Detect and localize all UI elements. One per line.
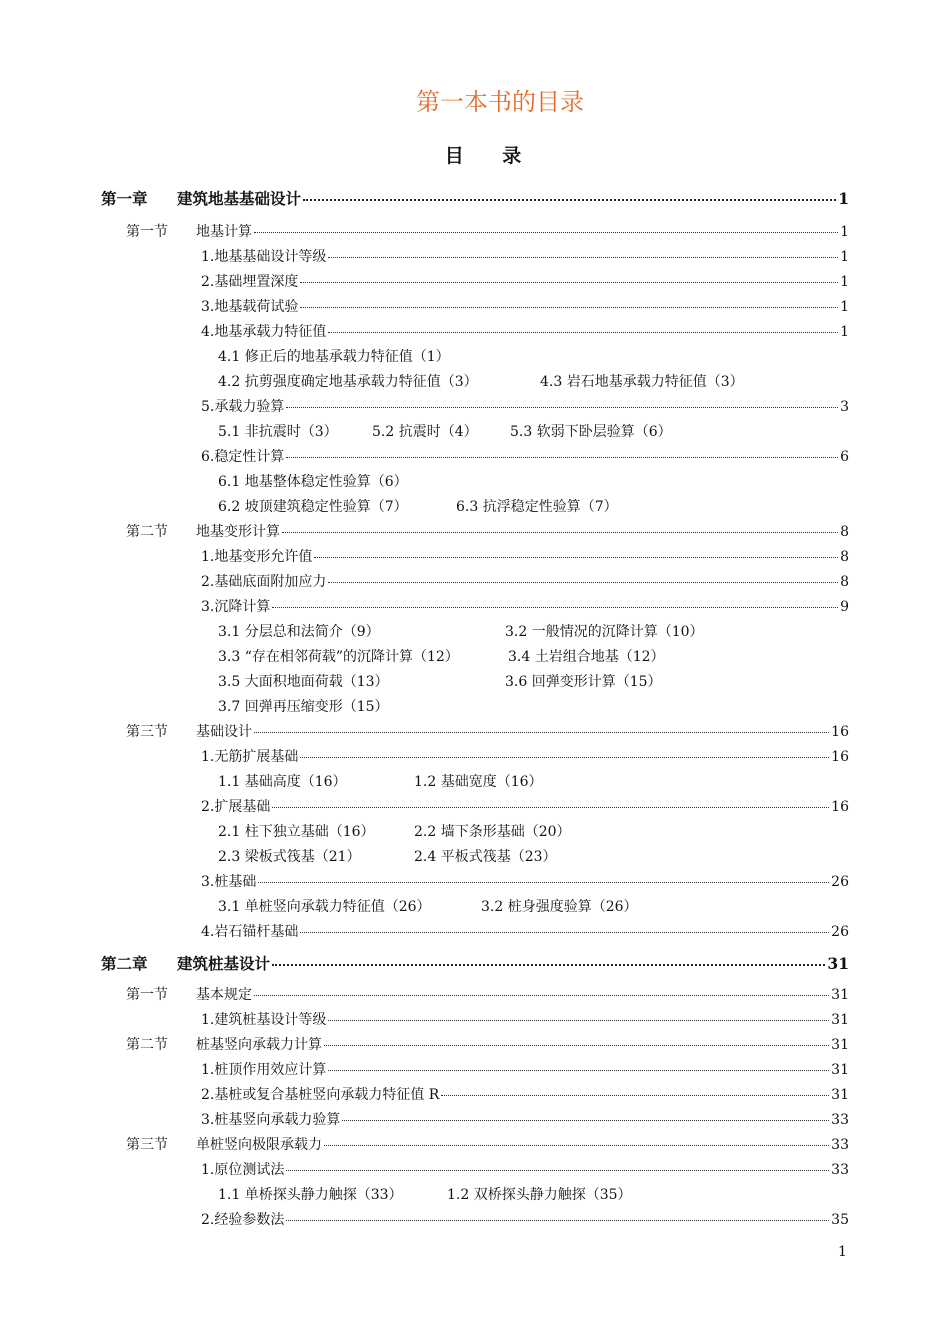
toc-section-number: 第一节	[126, 987, 168, 1003]
toc-item-row[interactable]	[201, 1009, 849, 1029]
toc-leader-dots	[272, 964, 825, 966]
toc-item-title: 1.桩顶作用效应计算	[201, 1062, 327, 1078]
toc-section-row[interactable]	[126, 221, 849, 241]
toc-leader-dots	[328, 1070, 829, 1071]
toc-item-row[interactable]	[201, 246, 849, 266]
toc-item-title: 5.承载力验算	[201, 399, 285, 415]
toc-item-title: 3.地基载荷试验	[201, 299, 299, 315]
toc-page-number: 3	[840, 399, 849, 415]
toc-leader-dots	[254, 732, 829, 733]
toc-section-title: 地基变形计算	[196, 524, 280, 540]
toc-leader-dots	[314, 557, 838, 558]
toc-leader-dots	[300, 282, 838, 283]
toc-page-number: 31	[831, 1012, 849, 1028]
toc-page-number: 31	[831, 1037, 849, 1053]
toc-page-number: 31	[831, 1062, 849, 1078]
toc-section-row[interactable]	[126, 521, 849, 541]
toc-item-title: 4.地基承载力特征值	[201, 324, 327, 340]
toc-subentry[interactable]: 3.2 桩身强度验算（26）	[481, 899, 638, 915]
toc-leader-dots	[328, 1020, 829, 1021]
toc-subentry[interactable]: 2.4 平板式筏基（23）	[414, 849, 557, 865]
toc-section-row[interactable]	[126, 1034, 849, 1054]
toc-item-row[interactable]	[201, 796, 849, 816]
toc-item-title: 2.基础底面附加应力	[201, 574, 327, 590]
toc-item-row[interactable]	[201, 571, 849, 591]
toc-item-row[interactable]	[201, 921, 849, 941]
toc-leader-dots	[300, 307, 838, 308]
toc-item-row[interactable]	[201, 271, 849, 291]
toc-section-number: 第三节	[126, 724, 168, 740]
toc-page-number: 33	[831, 1162, 849, 1178]
toc-leader-dots	[254, 995, 829, 996]
toc-heading: 目 录	[444, 145, 538, 167]
toc-item-row[interactable]	[201, 446, 849, 466]
toc-subentry[interactable]: 3.3 “存在相邻荷载”的沉降计算（12）	[218, 649, 459, 665]
toc-section-row[interactable]	[126, 721, 849, 741]
toc-item-row[interactable]	[201, 321, 849, 341]
toc-page-number: 1	[840, 324, 849, 340]
toc-leader-dots	[272, 807, 829, 808]
toc-subentry[interactable]: 2.1 柱下独立基础（16）	[218, 824, 375, 840]
toc-subentry[interactable]: 3.2 一般情况的沉降计算（10）	[505, 624, 704, 640]
toc-leader-dots	[254, 232, 838, 233]
toc-leader-dots	[441, 1095, 829, 1096]
toc-item-title: 1.原位测试法	[201, 1162, 285, 1178]
toc-page-number: 33	[831, 1112, 849, 1128]
toc-page-number: 8	[840, 574, 849, 590]
toc-page-number: 16	[831, 724, 849, 740]
toc-page-number: 31	[827, 954, 849, 973]
toc-subentry[interactable]: 5.3 软弱下卧层验算（6）	[510, 424, 672, 440]
toc-page-number: 16	[831, 799, 849, 815]
toc-item-title: 2.扩展基础	[201, 799, 271, 815]
toc-leader-dots	[328, 257, 838, 258]
toc-leader-dots	[286, 1220, 829, 1221]
toc-leader-dots	[328, 332, 838, 333]
toc-chapter-number: 第一章	[101, 189, 148, 208]
toc-subentry[interactable]: 1.2 双桥探头静力触探（35）	[447, 1187, 632, 1203]
toc-subentry[interactable]: 6.3 抗浮稳定性验算（7）	[456, 499, 618, 515]
toc-page-number: 1	[840, 274, 849, 290]
toc-page-number: 1	[840, 224, 849, 240]
toc-chapter-row[interactable]	[101, 952, 849, 974]
toc-item-title: 1.地基变形允许值	[201, 549, 313, 565]
toc-subentry[interactable]: 2.3 梁板式筏基（21）	[218, 849, 361, 865]
toc-leader-dots	[324, 1145, 829, 1146]
toc-subentry[interactable]: 4.2 抗剪强度确定地基承载力特征值（3）	[218, 374, 478, 390]
toc-item-row[interactable]	[201, 871, 849, 891]
toc-subentry[interactable]: 6.1 地基整体稳定性验算（6）	[218, 474, 408, 490]
toc-subentry[interactable]: 5.1 非抗震时（3）	[218, 424, 338, 440]
toc-section-row[interactable]	[126, 1134, 849, 1154]
toc-subentry[interactable]: 1.1 基础高度（16）	[218, 774, 347, 790]
toc-page-number: 1	[838, 189, 849, 208]
toc-subentry[interactable]: 2.2 墙下条形基础（20）	[414, 824, 571, 840]
toc-page-number: 9	[840, 599, 849, 615]
toc-section-title: 基础设计	[196, 724, 252, 740]
toc-page-number: 33	[831, 1137, 849, 1153]
document-title: 第一本书的目录	[416, 88, 584, 116]
toc-subentry[interactable]: 3.5 大面积地面荷载（13）	[218, 674, 389, 690]
toc-item-row[interactable]	[201, 1109, 849, 1129]
toc-item-row[interactable]	[201, 396, 849, 416]
toc-item-row[interactable]	[201, 1209, 849, 1229]
page-number: 1	[838, 1244, 847, 1260]
toc-chapter-title: 建筑桩基设计	[177, 954, 271, 973]
toc-item-row[interactable]	[201, 596, 849, 616]
toc-item-title: 3.桩基础	[201, 874, 257, 890]
toc-item-row[interactable]	[201, 746, 849, 766]
toc-item-title: 2.基础埋置深度	[201, 274, 299, 290]
toc-chapter-title: 建筑地基基础设计	[177, 189, 302, 208]
toc-item-title: 2.经验参数法	[201, 1212, 285, 1228]
toc-page-number: 6	[840, 449, 849, 465]
toc-leader-dots	[272, 607, 838, 608]
toc-item-title: 1.无筋扩展基础	[201, 749, 299, 765]
toc-subentry[interactable]: 3.4 土岩组合地基（12）	[508, 649, 665, 665]
toc-subentry[interactable]: 6.2 坡顶建筑稳定性验算（7）	[218, 499, 408, 515]
toc-chapter-row[interactable]	[101, 187, 849, 209]
toc-subentry[interactable]: 5.2 抗震时（4）	[372, 424, 478, 440]
toc-item-row[interactable]	[201, 546, 849, 566]
toc-leader-dots	[328, 582, 838, 583]
toc-item-title: 3.桩基竖向承载力验算	[201, 1112, 341, 1128]
toc-subentry[interactable]: 1.1 单桥探头静力触探（33）	[218, 1187, 403, 1203]
toc-page-number: 31	[831, 1087, 849, 1103]
toc-leader-dots	[324, 1045, 829, 1046]
toc-section-title: 单桩竖向极限承载力	[196, 1137, 322, 1153]
toc-item-title: 6.稳定性计算	[201, 449, 285, 465]
toc-page-number: 8	[840, 524, 849, 540]
toc-page-number: 35	[831, 1212, 849, 1228]
toc-section-title: 基本规定	[196, 987, 252, 1003]
toc-page-number: 1	[840, 249, 849, 265]
toc-section-title: 桩基竖向承载力计算	[196, 1037, 322, 1053]
toc-subentry[interactable]: 4.1 修正后的地基承载力特征值（1）	[218, 349, 450, 365]
toc-leader-dots	[282, 532, 838, 533]
toc-section-number: 第二节	[126, 524, 168, 540]
toc-subentry[interactable]: 4.3 岩石地基承载力特征值（3）	[540, 374, 744, 390]
toc-page-number: 26	[831, 924, 849, 940]
toc-item-title: 1.地基基础设计等级	[201, 249, 327, 265]
toc-item-row[interactable]	[201, 296, 849, 316]
toc-subentry[interactable]: 3.7 回弹再压缩变形（15）	[218, 699, 389, 715]
toc-subentry[interactable]: 3.1 单桩竖向承载力特征值（26）	[218, 899, 431, 915]
toc-leader-dots	[258, 882, 829, 883]
toc-chapter-number: 第二章	[101, 954, 148, 973]
toc-leader-dots	[303, 199, 836, 201]
toc-item-row[interactable]	[201, 1084, 849, 1104]
toc-item-row[interactable]	[201, 1059, 849, 1079]
toc-page-number: 16	[831, 749, 849, 765]
toc-section-number: 第二节	[126, 1037, 168, 1053]
toc-leader-dots	[300, 757, 829, 758]
toc-item-title: 3.沉降计算	[201, 599, 271, 615]
toc-subentry[interactable]: 3.1 分层总和法简介（9）	[218, 624, 380, 640]
toc-section-number: 第一节	[126, 224, 168, 240]
toc-leader-dots	[286, 457, 838, 458]
toc-item-row[interactable]	[201, 1159, 849, 1179]
toc-item-title: 1.建筑桩基设计等级	[201, 1012, 327, 1028]
toc-item-title: 4.岩石锚杆基础	[201, 924, 299, 940]
toc-section-title: 地基计算	[196, 224, 252, 240]
toc-page-number: 26	[831, 874, 849, 890]
toc-section-number: 第三节	[126, 1137, 168, 1153]
toc-leader-dots	[300, 932, 829, 933]
toc-subentry[interactable]: 1.2 基础宽度（16）	[414, 774, 543, 790]
toc-leader-dots	[342, 1120, 829, 1121]
toc-page-number: 8	[840, 549, 849, 565]
toc-section-row[interactable]	[126, 984, 849, 1004]
toc-item-title: 2.基桩或复合基桩竖向承载力特征值 R	[201, 1087, 440, 1103]
toc-leader-dots	[286, 1170, 829, 1171]
toc-page-number: 31	[831, 987, 849, 1003]
toc-page-number: 1	[840, 299, 849, 315]
toc-subentry[interactable]: 3.6 回弹变形计算（15）	[505, 674, 662, 690]
toc-leader-dots	[286, 407, 838, 408]
